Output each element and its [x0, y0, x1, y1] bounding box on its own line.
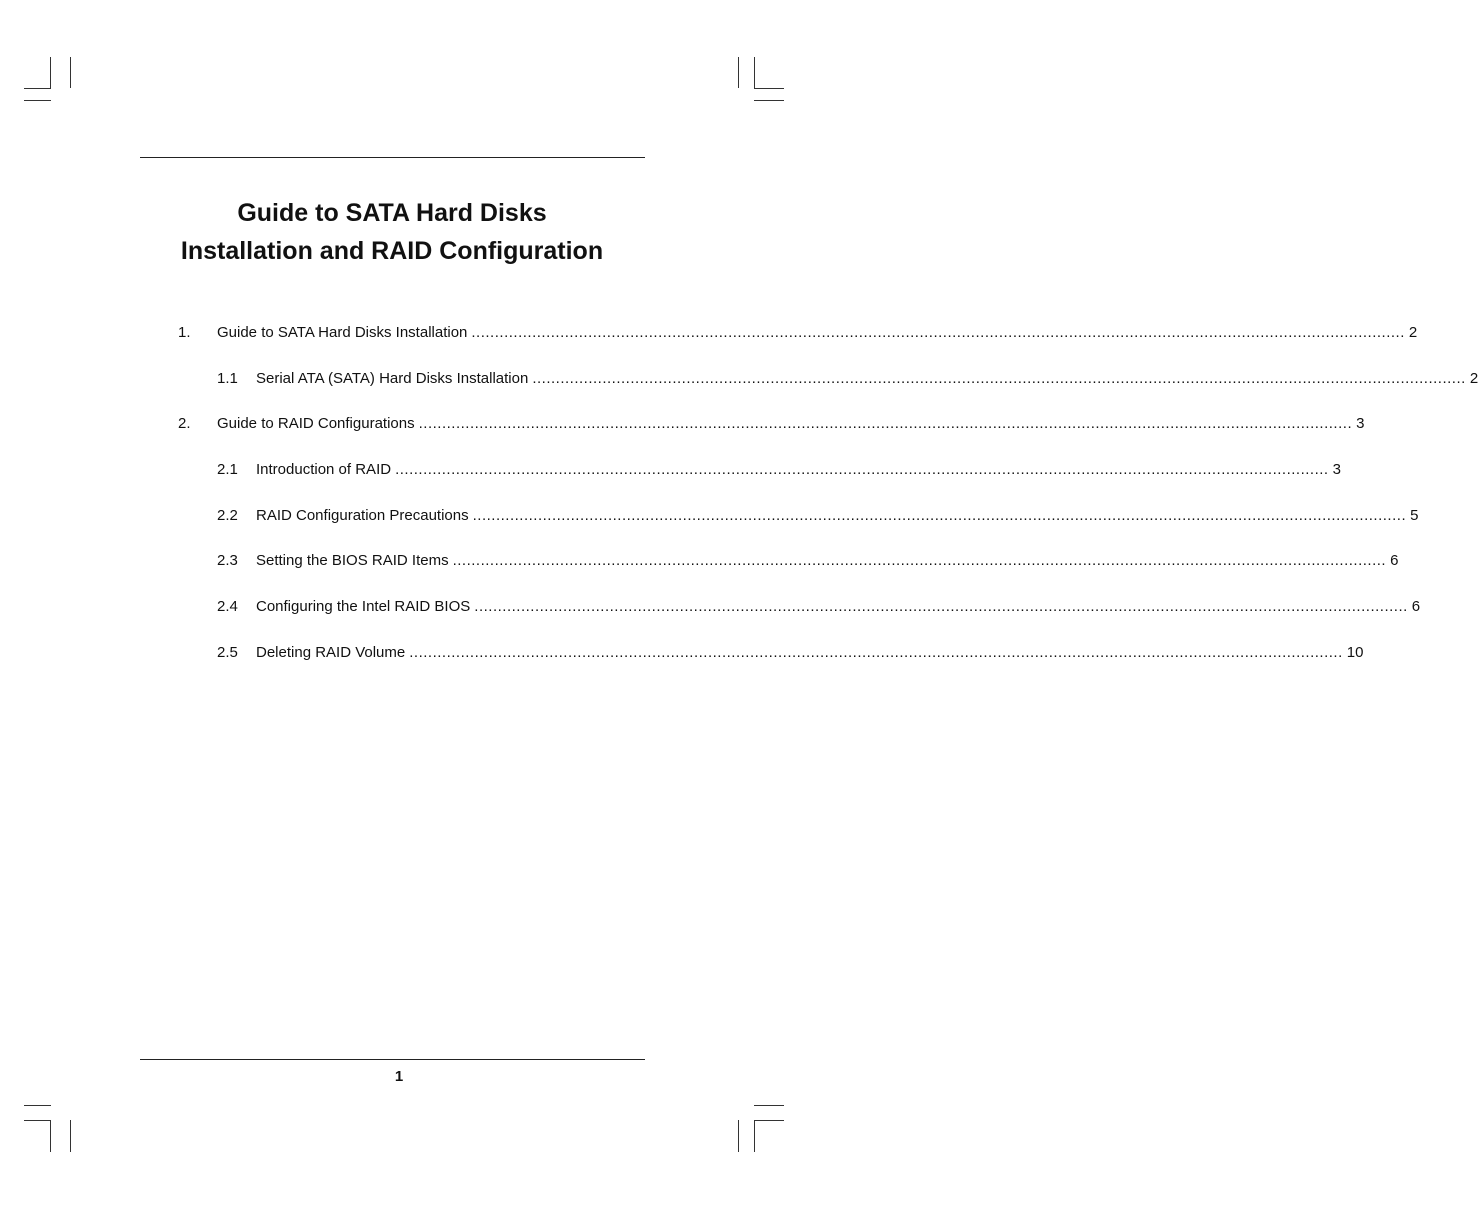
toc-entry-title: Guide to RAID Configurations: [217, 415, 415, 432]
crop-mark-bottom-left-horizontal-2: [24, 1120, 51, 1121]
toc-entry-number: 1.: [178, 324, 191, 341]
toc-entry-1-1[interactable]: [217, 368, 1478, 390]
toc-entry-page: 6: [1390, 552, 1399, 569]
crop-mark-bottom-left-vertical-2: [70, 1120, 71, 1152]
crop-mark-top-right-horizontal: [754, 100, 784, 101]
toc-entry-title: Setting the BIOS RAID Items: [256, 552, 449, 569]
crop-mark-top-left-vertical-2: [70, 57, 71, 88]
crop-mark-bottom-left-horizontal: [24, 1105, 51, 1106]
toc-entry-number: 2.3: [217, 552, 238, 569]
document-title-line-1: Guide to SATA Hard Disks: [237, 199, 547, 227]
toc-entry-1[interactable]: [178, 322, 1418, 344]
toc-entry-page: 6: [1411, 598, 1421, 615]
footer-rule: [140, 1059, 645, 1060]
toc-entry-number: 2.4: [217, 598, 238, 615]
crop-mark-top-left-vertical-1: [50, 57, 51, 88]
crop-mark-bottom-left-vertical-1: [50, 1120, 51, 1152]
toc-entry-2-1[interactable]: [217, 459, 1341, 481]
toc-entry-page: 2: [1469, 370, 1478, 387]
toc-leader-dots: ........................................................................................................................................................................................................: [532, 370, 1466, 387]
crop-mark-bottom-right-horizontal-2: [754, 1120, 784, 1121]
toc-entry-number: 2.1: [217, 461, 238, 478]
toc-entry-2-3[interactable]: [217, 550, 1399, 572]
toc-entry-title: Introduction of RAID: [256, 461, 392, 478]
toc-entry-page: 10: [1346, 644, 1364, 661]
toc-entry-2[interactable]: [178, 413, 1365, 435]
toc-entry-page: 3: [1356, 415, 1365, 432]
crop-mark-top-left-horizontal-2: [24, 88, 51, 89]
toc-entry-2-2[interactable]: [217, 505, 1419, 527]
toc-entry-title: Guide to SATA Hard Disks Installation: [217, 324, 468, 341]
toc-leader-dots: ........................................................................................................................................................................................................: [409, 644, 1343, 661]
toc-leader-dots: ........................................................................................................................................................................................................: [472, 507, 1407, 524]
page-number: 1: [394, 1068, 404, 1085]
header-rule: [140, 157, 645, 158]
toc-entry-title: RAID Configuration Precautions: [256, 507, 469, 524]
crop-mark-bottom-right-horizontal: [754, 1105, 784, 1106]
crop-mark-bottom-right-vertical-1: [738, 1120, 739, 1152]
crop-mark-top-left-horizontal: [24, 100, 51, 101]
document-title-line-2: Installation and RAID Configuration: [180, 237, 604, 265]
toc-leader-dots: ........................................................................................................................................................................................................: [474, 598, 1408, 615]
toc-entry-number: 1.1: [217, 370, 238, 387]
toc-entry-number: 2.: [178, 415, 191, 432]
crop-mark-top-right-vertical-1: [738, 57, 739, 88]
crop-mark-top-right-horizontal-2: [754, 88, 784, 89]
toc-entry-title: Configuring the Intel RAID BIOS: [256, 598, 471, 615]
toc-entry-page: 3: [1332, 461, 1341, 478]
crop-mark-bottom-right-vertical-2: [754, 1120, 755, 1152]
toc-entry-title: Serial ATA (SATA) Hard Disks Installation: [256, 370, 529, 387]
toc-entry-page: 5: [1410, 507, 1419, 524]
toc-leader-dots: ........................................................................................................................................................................................................: [452, 552, 1387, 569]
toc-entry-2-4[interactable]: [217, 596, 1421, 618]
toc-entry-title: Deleting RAID Volume: [256, 644, 406, 661]
toc-leader-dots: ........................................................................................................................................................................................................: [471, 324, 1405, 341]
toc-entry-number: 2.2: [217, 507, 238, 524]
toc-entry-2-5[interactable]: [217, 642, 1364, 664]
toc-leader-dots: ........................................................................................................................................................................................................: [395, 461, 1329, 478]
crop-mark-top-right-vertical-2: [754, 57, 755, 88]
toc-leader-dots: ........................................................................................................................................................................................................: [418, 415, 1353, 432]
toc-entry-number: 2.5: [217, 644, 238, 661]
toc-entry-page: 2: [1408, 324, 1418, 341]
